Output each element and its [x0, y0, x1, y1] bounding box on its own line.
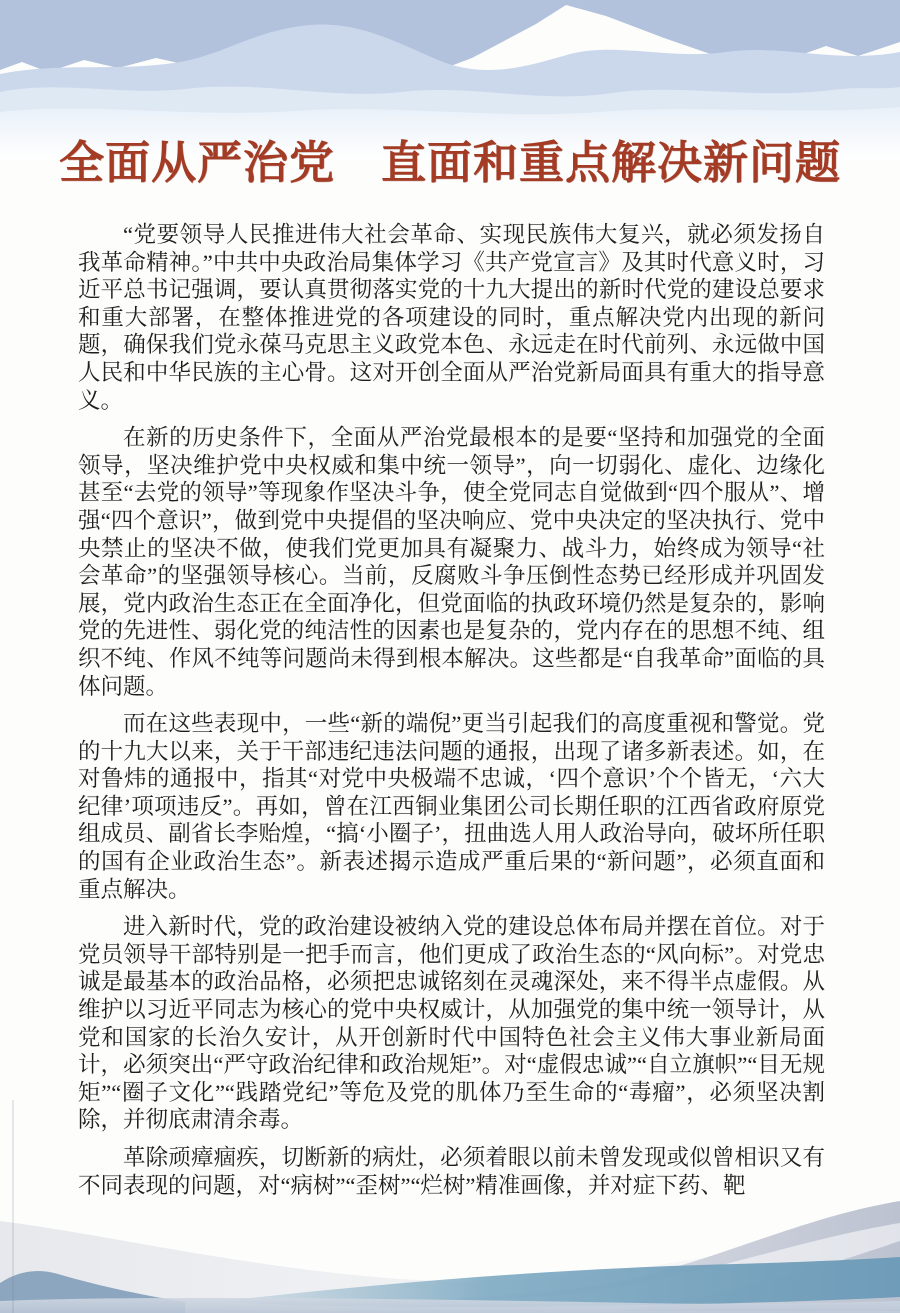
article-body: [78, 221, 825, 1209]
paragraph-5: 革除顽瘴痼疾，切断新的病灶，必须着眼以前未曾发现或似曾相识又有不同表现的问题，对“病树”“歪树”“烂树”精准画像，并对症下药、靶: [78, 1145, 825, 1198]
paragraph-3: 而在这些表现中，一些“新的端倪”更当引起我们的高度重视和警觉。党的十九大以来，关于干部违纪违法问题的通报，出现了诸多新表述。如，在对鲁炜的通报中，指其“对党中央极端不忠诚，‘四个意识’个个皆无，‘六大纪律’项项违反”。再如，曾在江西铜业集团公司长期任职的江西省政府原党组成员、副省长李贻煌，“搞‘小圈子’，扭曲选人用人政治导向，破坏所任职的国有企业政治生态”。新表述揭示造成严重后果的“新问题”，必须直面和重点解决。: [78, 711, 825, 902]
paragraph-4: 进入新时代，党的政治建设被纳入党的建设总体布局并摆在首位。对于党员领导干部特别是一把手而言，他们更成了政治生态的“风向标”。对党忠诚是最基本的政治品格，必须把忠诚铭刻在灵魂深处，来不得半点虚假。从维护以习近平同志为核心的党中央权威计，从加强党的集中统一领导计，从党和国家的长治久安计，从开创新时代中国特色社会主义伟大事业新局面计，必须突出“严守政治纪律和政治规矩”。对“虚假忠诚”“自立旗帜”“目无规矩”“圈子文化”“践踏党纪”等危及党的肌体乃至生命的“毒瘤”，必须坚决割除，并彻底肃清余毒。: [78, 914, 825, 1133]
paragraph-2: 在新的历史条件下，全面从严治党最根本的是要“坚持和加强党的全面领导，坚决维护党中央权威和集中统一领导”，向一切弱化、虚化、边缘化甚至“去党的领导”等现象作坚决斗争，使全党同志自觉做到“四个服从”、增强“四个意识”，做到党中央提倡的坚决响应、党中央决定的坚决执行、党中央禁止的坚决不做，使我们党更加具有凝聚力、战斗力，始终成为领导“社会革命”的坚强领导核心。当前，反腐败斗争压倒性态势已经形成并巩固发展，党内政治生态正在全面净化，但党面临的执政环境仍然是复杂的，影响党的先进性、弱化党的纯洁性的因素也是复杂的，党内存在的思想不纯、组织不纯、作风不纯等问题尚未得到根本解决。这些都是“自我革命”面临的具体问题。: [78, 425, 825, 699]
paragraph-1: “党要领导人民推进伟大社会革命、实现民族伟大复兴，就必须发扬自我革命精神。”中共中央政治局集体学习《共产党宣言》及其时代意义时，习近平总书记强调，要认真贯彻落实党的十九大提出的新时代党的建设总要求和重大部署，在整体推进党的各项建设的同时，重点解决党内出现的新问题，确保我们党永葆马克思主义政党本色、永远走在时代前列、永远做中国人民和中华民族的主心骨。这对开创全面从严治党新局面具有重大的指导意义。: [78, 222, 825, 413]
page-title: 全面从严治党 直面和重点解决新问题: [58, 138, 841, 188]
